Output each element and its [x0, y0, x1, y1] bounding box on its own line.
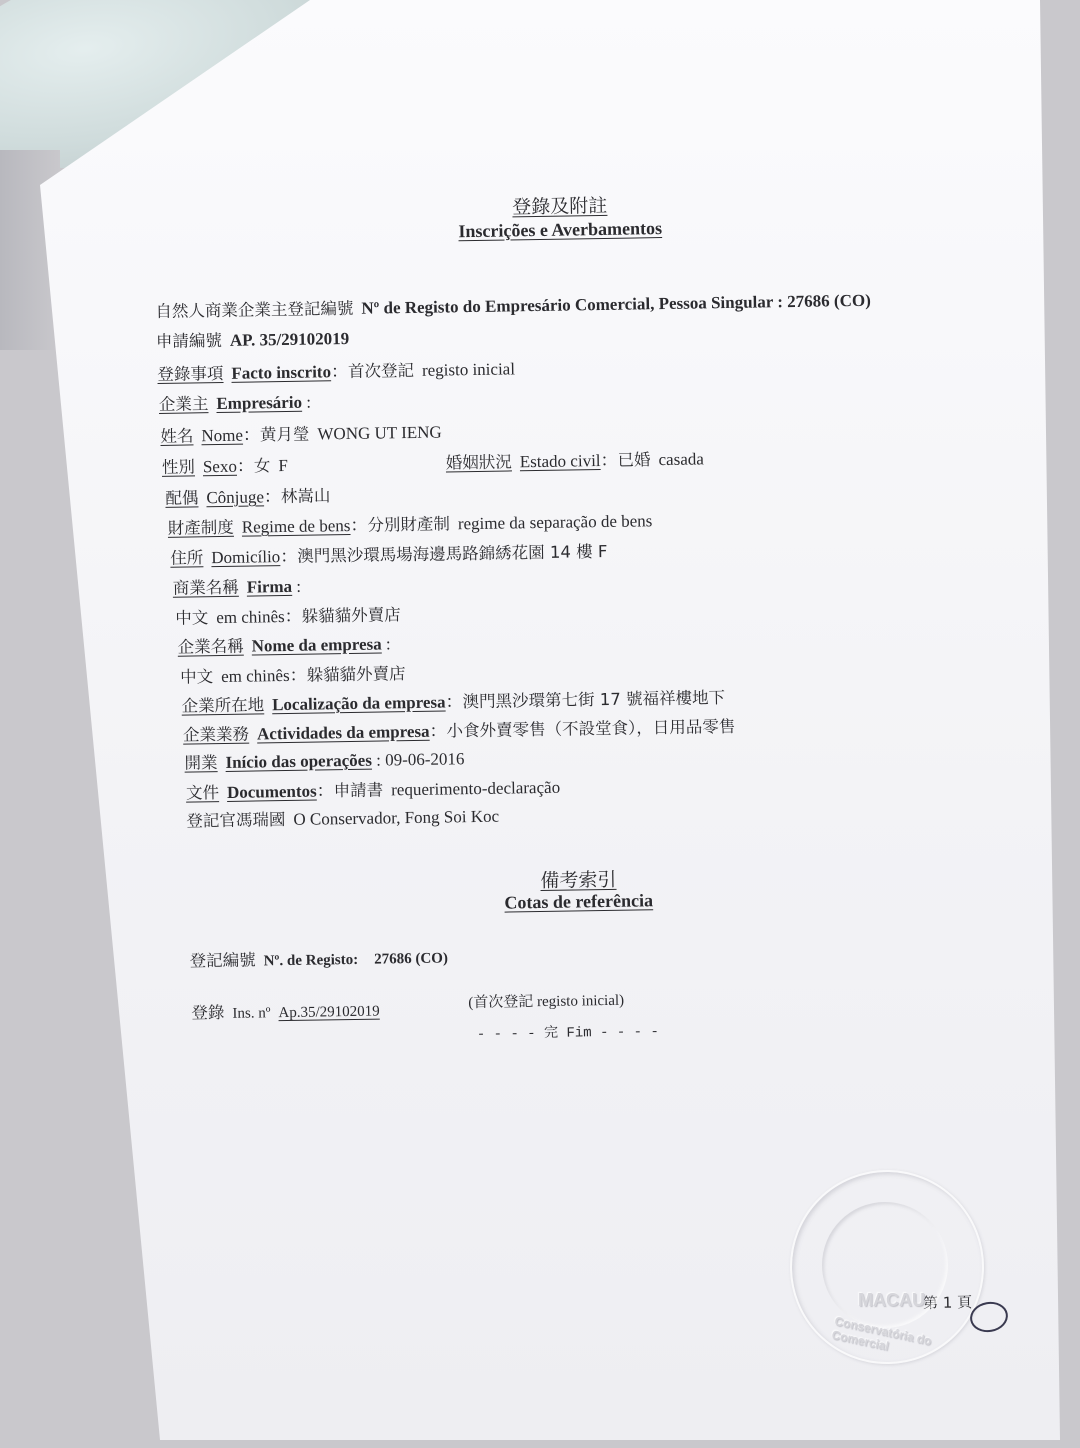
nome-empresa-label-zh: 企業名稱: [177, 636, 244, 657]
regime-value-pt: regime da separação de bens: [457, 511, 653, 534]
page-number: 第 1 頁: [922, 1293, 973, 1313]
domicilio-line: 住所 Domicílio：澳門黑沙環馬場海邊馬路錦綉花園 14 樓 F: [170, 541, 608, 568]
nome-label-pt: Nome: [201, 425, 244, 446]
domicilio-label-zh: 住所: [170, 548, 204, 568]
sexo-value-pt: F: [278, 455, 288, 476]
documentos-line: 文件 Documentos：申請書 requerimento-declaração: [185, 777, 561, 803]
firma-value: 躲貓貓外賣店: [301, 605, 401, 626]
heading-pt: Inscrições e Averbamentos: [458, 218, 663, 242]
cotas-ins-note: (首次登記 registo inicial): [468, 992, 625, 1012]
localizacao-value: 澳門黑沙環第七街 17 號福祥樓地下: [462, 688, 726, 712]
actividades-value: 小食外賣零售（不設堂食），日用品零售: [446, 716, 736, 741]
estado-civil-value-pt: casada: [658, 449, 705, 470]
inicio-line: 開業 Início das operações : 09-06-2016: [184, 749, 465, 773]
estado-civil-line: 婚姻狀況 Estado civil：已婚 casada: [445, 449, 705, 473]
estado-civil-label-zh: 婚姻狀況: [445, 452, 512, 473]
documentos-value-pt: requerimento-declaração: [391, 777, 561, 800]
inicio-label-zh: 開業: [184, 753, 218, 773]
cotas-heading-pt: Cotas de referência: [504, 890, 654, 913]
cotas-heading-zh: 備考索引: [540, 868, 617, 893]
localizacao-label-zh: 企業所在地: [181, 695, 265, 716]
registo-line: [155, 287, 871, 322]
actividades-label-zh: 企業業務: [182, 724, 250, 745]
nome-empresa-sub-zh: 中文: [180, 667, 214, 687]
documentos-label-pt: Documentos: [226, 781, 317, 802]
facto-label-zh: 登錄事項: [157, 363, 224, 384]
nome-empresa-sub-pt: em chinês: [221, 665, 290, 687]
facto-value-pt: registo inicial: [421, 359, 516, 380]
regime-label-zh: 財產制度: [167, 517, 234, 538]
nome-empresa-value: 躲貓貓外賣店: [306, 664, 406, 685]
cotas-ins-value: Ap.35/29102019: [278, 1003, 380, 1022]
cotas-registo-zh: 登記編號: [189, 950, 256, 971]
conjuge-value: 林嵩山: [280, 486, 331, 507]
regime-line: 財產制度 Regime de bens：分別財產制 regime da separação de bens: [167, 511, 653, 538]
empresario-label-zh: 企業主: [158, 394, 209, 414]
nome-empresa-label-pt: Nome da empresa: [251, 634, 382, 656]
firma-chines-line: 中文 em chinês：躲貓貓外賣店: [175, 605, 401, 628]
sexo-value-zh: 女: [253, 456, 271, 476]
firma-label-zh: 商業名稱: [172, 577, 239, 598]
seal-text-top: MACAU: [858, 1290, 925, 1310]
empresario-label-pt: Empresário: [216, 392, 303, 414]
facto-value-zh: 首次登記: [347, 360, 415, 381]
localizacao-label-pt: Localização da empresa: [271, 692, 446, 715]
cotas-ins-line: [191, 997, 380, 1024]
conjuge-line: 配偶 Cônjuge：林嵩山: [165, 486, 331, 508]
cotas-registo-pt: Nº. de Registo:: [263, 951, 359, 970]
pedido-label-zh: 申請編號: [155, 330, 223, 352]
registo-label-zh: 自然人商業企業主登記編號: [155, 298, 354, 322]
heading-zh: 登錄及附註: [512, 194, 608, 219]
conservador-label-zh: 登記官馮瑞國: [186, 810, 286, 831]
actividades-line: 企業業務 Actividades da empresa：小食外賣零售（不設堂食），日用品零售: [182, 716, 736, 745]
empresario-line: 企業主 Empresário :: [158, 392, 312, 414]
firma-label-pt: Firma: [246, 576, 293, 597]
fim-marker: - - - - 完 Fim - - - -: [476, 1024, 659, 1044]
conjuge-label-pt: Cônjuge: [206, 487, 265, 508]
domicilio-value: 澳門黑沙環馬場海邊馬路錦綉花園 14 樓 F: [297, 541, 608, 566]
estado-civil-label-pt: Estado civil: [519, 451, 601, 472]
sexo-label-pt: Sexo: [202, 456, 238, 477]
nome-empresa-line: 企業名稱 Nome da empresa :: [177, 634, 391, 657]
facto-label-pt: Facto inscrito: [231, 362, 332, 383]
registo-label-pt: Nº de Registo do Empresário Comercial, Pessoa Singular : 27686 (CO): [361, 290, 871, 318]
firma-sub-pt: em chinês: [216, 607, 285, 628]
facto-line: 登錄事項 Facto inscrito：首次登記 registo inicial: [157, 359, 516, 384]
conjuge-label-zh: 配偶: [165, 488, 199, 508]
inicio-value: 09-06-2016: [384, 749, 465, 770]
conservador-line: [186, 803, 499, 832]
nome-value-zh: 黄月瑩: [259, 424, 310, 445]
actividades-label-pt: Actividades da empresa: [256, 721, 430, 744]
documentos-value-zh: 申請書: [333, 780, 384, 801]
cotas-registo-value: 27686 (CO): [374, 950, 449, 968]
localizacao-line: 企業所在地 Localização da empresa：澳門黑沙環第七街 17 號福祥樓地下: [181, 688, 726, 716]
pedido-value: AP. 35/29102019: [229, 328, 350, 350]
inicio-label-pt: Início das operações: [225, 750, 373, 772]
documentos-label-zh: 文件: [185, 783, 220, 803]
sexo-line: 性別 Sexo：女 F: [161, 455, 288, 477]
firma-line: 商業名稱 Firma :: [172, 576, 302, 598]
pedido-line: [156, 325, 350, 352]
firma-sub-zh: 中文: [175, 608, 209, 628]
regime-label-pt: Regime de bens: [241, 515, 351, 537]
cotas-ins-pt: Ins. nº: [232, 1005, 271, 1022]
conservador-label-pt: O Conservador, Fong Soi Koc: [293, 806, 500, 829]
estado-civil-value-zh: 已婚: [617, 450, 651, 470]
embossed-seal: [790, 1170, 984, 1364]
domicilio-label-pt: Domicílio: [211, 547, 281, 568]
nome-empresa-chines-line: 中文 em chinês：躲貓貓外賣店: [180, 664, 406, 687]
sexo-label-zh: 性別: [161, 457, 196, 477]
cotas-registo-line: [189, 943, 448, 971]
cotas-ins-zh: 登錄: [191, 1003, 225, 1023]
regime-value-zh: 分別財產制: [367, 514, 451, 535]
seal-text-bottom: Conservatória do Comercial: [830, 1313, 933, 1354]
nome-label-zh: 姓名: [160, 426, 194, 446]
nome-line: 姓名 Nome：黄月瑩 WONG UT IENG: [160, 422, 442, 446]
nome-value-pt: WONG UT IENG: [317, 422, 442, 444]
